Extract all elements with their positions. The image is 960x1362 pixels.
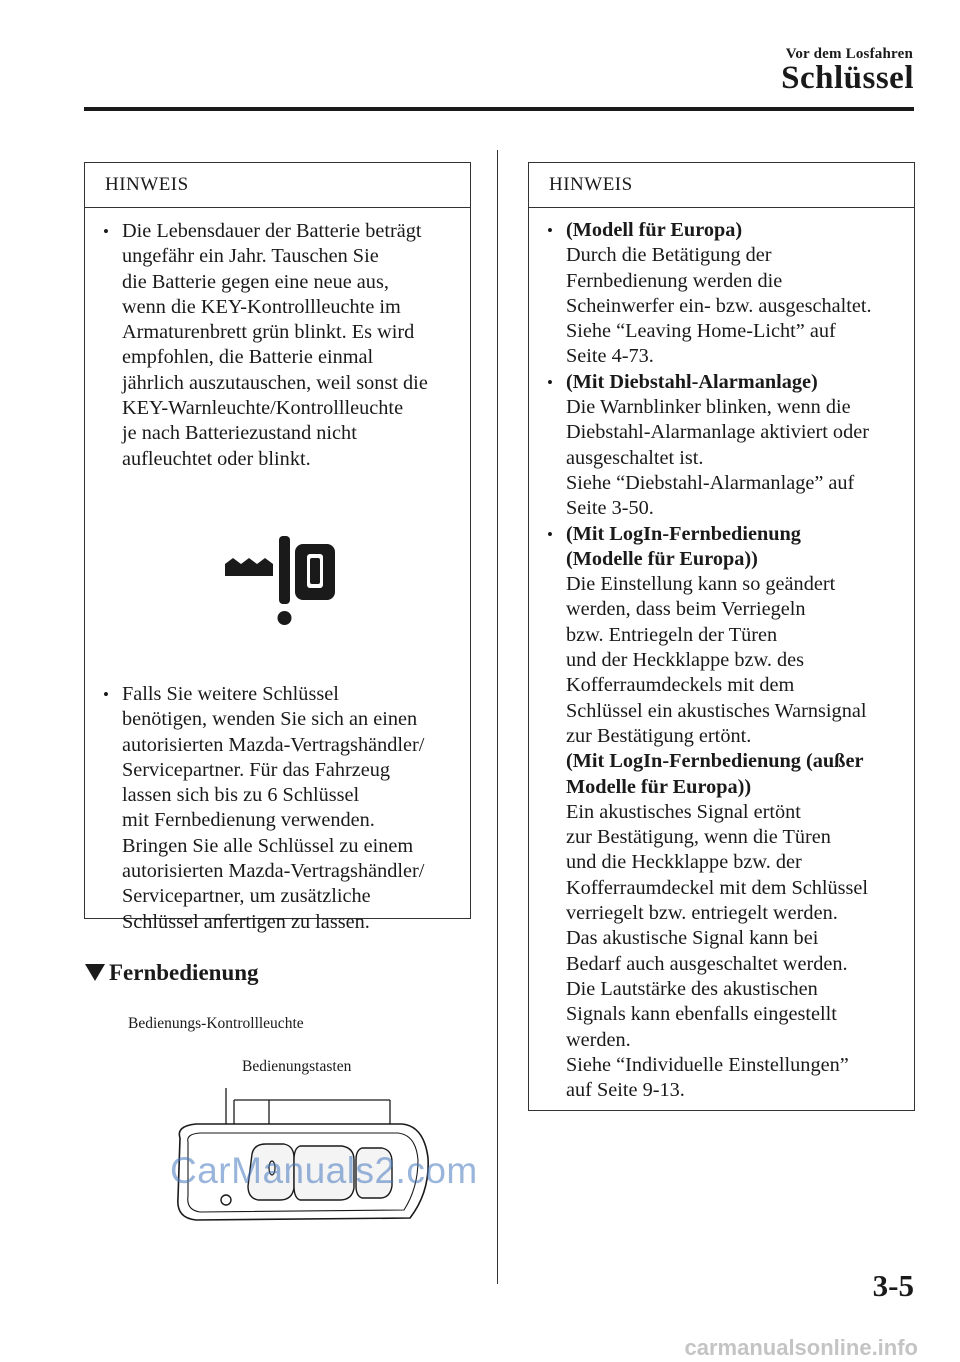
text-line: bzw. Entriegeln der Türen [566, 623, 778, 646]
key-warning-icon [223, 532, 353, 632]
note-bullet [529, 218, 914, 370]
text-line: Schlüssel anfertigen zu lassen. [122, 910, 370, 933]
text-line: Falls Sie weitere Schlüssel [122, 682, 339, 705]
text-line: benötigen, wenden Sie sich an einen [122, 708, 418, 731]
callout-indicator-label: Bedienungs-Kontrollleuchte [128, 1015, 304, 1032]
page-number: 3-5 [872, 1268, 914, 1303]
text-line: Kofferraumdeckels mit dem [566, 674, 795, 697]
callout-buttons-label: Bedienungstasten [242, 1058, 352, 1075]
note-bullet [529, 370, 914, 522]
text-line: Kofferraumdeckel mit dem Schlüssel [566, 876, 869, 899]
text-line: Signals kann ebenfalls eingestellt [566, 1003, 837, 1026]
text-line: Das akustische Signal kann bei [566, 927, 819, 950]
bullet-icon: • [103, 684, 109, 704]
text-line: Bedarf auch ausgeschaltet werden. [566, 952, 848, 975]
text-line: Diebstahl-Alarmanlage aktiviert oder [566, 421, 869, 444]
column-divider [497, 150, 498, 1284]
text-line: Schlüssel ein akustisches Warnsignal [566, 699, 867, 722]
text-line: empfohlen, die Batterie einmal [122, 346, 374, 369]
text-line: je nach Batteriezustand nicht [122, 422, 357, 445]
text-line: (Mit Diebstahl-Alarmanlage) [566, 370, 818, 393]
text-line: zur Bestätigung ertönt. [566, 724, 752, 747]
right-note-box [528, 162, 915, 1111]
text-line: Die Lebensdauer der Batterie beträgt [122, 220, 422, 242]
note-heading: HINWEIS [85, 163, 470, 208]
text-line: Bringen Sie alle Schlüssel zu einem [122, 834, 414, 857]
text-line: Seite 3-50. [566, 497, 654, 520]
text-line: werden. [566, 1028, 631, 1051]
note-heading: HINWEIS [529, 163, 914, 208]
text-line: ausgeschaltet ist. [566, 446, 704, 469]
text-line: Die Warnblinker blinken, wenn die [566, 396, 851, 419]
page-title: Schlüssel [781, 60, 914, 96]
text-line: (Mit LogIn-Fernbedienung [566, 522, 801, 545]
text-line: lassen sich bis zu 6 Schlüssel [122, 784, 360, 807]
text-line: und die Heckklappe bzw. der [566, 851, 802, 874]
bullet-icon: • [547, 524, 553, 544]
watermark: CarManuals2.com [170, 1150, 478, 1191]
text-line: Siehe “Individuelle Einstellungen” [566, 1053, 849, 1076]
text-line: verriegelt bzw. entriegelt werden. [566, 902, 838, 925]
text-line: Seite 4-73. [566, 345, 654, 368]
text-line: mit Fernbedienung verwenden. [122, 809, 375, 832]
text-line: wenn die KEY-Kontrollleuchte im [122, 295, 401, 318]
text-line: Siehe “Diebstahl-Alarmanlage” auf [566, 471, 855, 494]
header-rule [84, 107, 914, 111]
note-bullet [529, 522, 914, 1104]
text-line: Durch die Betätigung der [566, 244, 772, 267]
text-line: jährlich auszutauschen, weil sonst die [122, 371, 428, 394]
text-line: ungefähr ein Jahr. Tauschen Sie [122, 245, 379, 268]
text-line: autorisierten Mazda-Vertragshändler/ [122, 733, 425, 756]
bullet-icon: • [103, 222, 109, 241]
text-line: (Mit LogIn-Fernbedienung (außer [566, 750, 864, 773]
text-line: autorisierten Mazda-Vertragshändler/ [122, 860, 425, 883]
text-line: Siehe “Leaving Home-Licht” auf [566, 320, 836, 343]
left-note-box [84, 162, 471, 933]
text-line: Die Einstellung kann so geändert [566, 573, 836, 596]
bullet-icon: • [547, 221, 553, 240]
text-line: KEY-Warnleuchte/Kontrollleuchte [122, 397, 404, 420]
note-bullet [85, 682, 470, 935]
text-line: Servicepartner. Für das Fahrzeug [122, 758, 391, 781]
section-heading-text: Fernbedienung [109, 960, 259, 985]
text-line: Scheinwerfer ein- bzw. ausgeschaltet. [566, 294, 872, 317]
text-line: Die Lautstärke des akustischen [566, 977, 818, 1000]
text-line: zur Bestätigung, wenn die Türen [566, 826, 831, 849]
triangle-down-icon [85, 964, 105, 981]
text-line: werden, dass beim Verriegeln [566, 598, 806, 621]
bullet-icon: • [547, 372, 553, 392]
chapter-label: Vor dem Losfahren [785, 46, 913, 62]
footer-watermark: carmanualsonline.info [684, 1335, 918, 1360]
warning-light-figure [85, 472, 470, 682]
section-heading [85, 960, 259, 986]
text-line: (Modelle für Europa)) [566, 547, 758, 570]
text-line: Fernbedienung werden die [566, 269, 783, 292]
text-line: auf Seite 9-13. [566, 1079, 685, 1102]
text-line: (Modell für Europa) [566, 219, 743, 241]
note-bullet [85, 219, 470, 472]
text-line: Armaturenbrett grün blinkt. Es wird [122, 321, 415, 344]
text-line: und der Heckklappe bzw. des [566, 649, 805, 672]
text-line: aufleuchtet oder blinkt. [122, 447, 311, 470]
text-line: die Batterie gegen eine neue aus, [122, 270, 389, 293]
text-line: Ein akustisches Signal ertönt [566, 800, 801, 823]
text-line: Modelle für Europa)) [566, 775, 752, 798]
text-line: Servicepartner, um zusätzliche [122, 885, 371, 908]
